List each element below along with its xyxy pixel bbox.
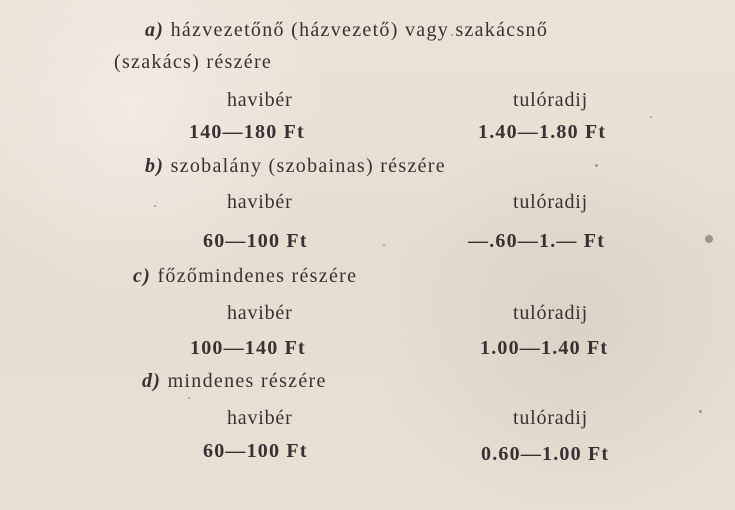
section-c-label: c) <box>133 265 152 287</box>
section-c-col1-header: havibér <box>227 302 293 324</box>
section-c-col1-value: 100—140 Ft <box>190 337 306 359</box>
paper-speck <box>154 205 156 207</box>
section-b-col1-header: havibér <box>227 191 293 213</box>
section-d-col2-header: tulóradij <box>513 407 588 429</box>
section-a-col2-header: tulóradij <box>513 89 588 111</box>
section-a-title-line1: házvezetőnő (házvezető) vagy szakácsnő <box>170 19 549 41</box>
section-b-title: szobalány (szobainas) részére <box>170 155 446 177</box>
paper-speck <box>383 244 385 246</box>
section-c-col2-header: tulóradij <box>513 302 588 324</box>
section-d-title: mindenes részére <box>167 370 327 392</box>
section-b-col2-value: —.60—1.— Ft <box>468 230 606 252</box>
section-d-label: d) <box>142 370 162 392</box>
section-b-label: b) <box>145 155 165 177</box>
section-a-heading-line2: (szakács) részére <box>114 51 273 73</box>
paper-speck <box>705 235 713 243</box>
section-a-col1-header: havibér <box>227 89 293 111</box>
section-a-col1-value: 140—180 Ft <box>189 121 305 143</box>
section-c-title: főzőmindenes részére <box>157 265 358 287</box>
section-b-heading <box>145 154 446 178</box>
section-d-col1-value: 60—100 Ft <box>203 440 308 462</box>
section-a-col2-value: 1.40—1.80 Ft <box>478 121 607 143</box>
paper-speck <box>650 116 652 118</box>
paper-speck <box>699 410 702 413</box>
section-a-label: a) <box>145 19 165 41</box>
section-a-heading-line1 <box>145 18 548 42</box>
section-c-heading <box>133 264 357 288</box>
paper-speck <box>595 164 598 167</box>
section-b-col1-value: 60—100 Ft <box>203 230 308 252</box>
paper-speck <box>188 397 190 399</box>
section-b-col2-header: tulóradij <box>513 191 588 213</box>
section-d-col2-value: 0.60—1.00 Ft <box>481 443 610 465</box>
section-c-col2-value: 1.00—1.40 Ft <box>480 337 609 359</box>
section-d-heading <box>142 369 327 393</box>
section-d-col1-header: havibér <box>227 407 293 429</box>
